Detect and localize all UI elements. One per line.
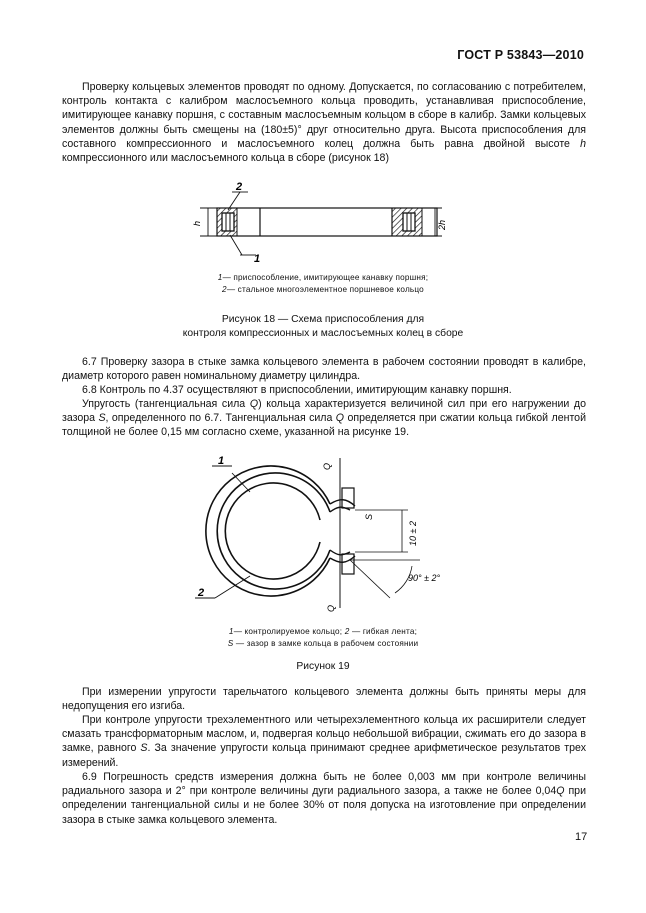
paragraph-6-9	[62, 770, 586, 827]
text-run: определяется при сжатии кольца гибкой лентой толщиной не более 0,15 мм согласно схеме, указанной на рисунке 19.	[62, 412, 586, 439]
text-run: Проверку кольцевых элементов проводят по одному. Допускается, по согласованию с потребителем, контроль контакта с калибром маслосъемного кольца проводить, устанавливая приспособление, имитирующее канавку поршня, с составным маслосъемным кольцом в сборе в калибр. Замки кольцевых элементов должны быть смещены на (180±5)° друг относительно друга. Высота приспособления для составного компрессионного и маслосъемного колец должна быть равна двойной высоте	[62, 81, 586, 150]
fig18-label-h: h	[192, 220, 202, 226]
fig18-label-2h: 2h	[437, 219, 447, 230]
text-run: ) кольца характеризуется величиной сил при его нагружении до зазора	[62, 398, 586, 425]
italic-symbol: Q	[556, 785, 565, 798]
fig19-label-angle: 90° ± 2°	[408, 573, 441, 583]
text-run: , определенного по 6.7. Тангенциальная сила	[105, 412, 336, 425]
fig18-label-2: 2	[236, 181, 243, 193]
fig19-legend-item-1: 1— контролируемое кольцо; 2 — гибкая лента;	[228, 627, 418, 636]
ring-section-left	[222, 213, 234, 231]
ring-section-right	[403, 213, 415, 231]
paragraph-6-8	[62, 383, 586, 397]
paragraph-disc-ring	[62, 685, 586, 713]
fig18-legend-item-2: 2— стальное многоэлементное поршневое кольцо	[222, 285, 424, 294]
paragraph-tangential-force	[62, 397, 586, 440]
ring-outer	[217, 473, 330, 589]
document-header: ГОСТ Р 53843—2010	[457, 48, 584, 62]
paragraph-6-7	[62, 355, 586, 383]
italic-symbol: S	[98, 412, 106, 425]
fig19-label-1: 1	[218, 455, 225, 467]
fig18-legend-item-1: 1— приспособление, имитирующее канавку поршня;	[217, 273, 429, 282]
text-run: При контроле упругости трехэлементного или четырехэлементного кольца их расширители следует смазать трансформаторным маслом, и, подвергая кольцо небольшой вибрации, сжимать его до зазора в замке, равного	[62, 714, 586, 755]
clamp-top	[342, 488, 354, 508]
text-run: 6.8 Контроль по 4.37 осуществляют в приспособлении, имитирующим канавку поршня.	[82, 384, 512, 396]
fig19-label-q-top: Q	[322, 462, 332, 470]
paragraph-1	[62, 80, 586, 165]
italic-symbol: h	[580, 137, 586, 150]
fig19-label-q-bottom: Q	[326, 604, 336, 612]
text-run: при определении тангенциальной силы и не более 30% от поля допуска на изготовление при определении зазора в стыке замка кольцевого элемента.	[62, 785, 586, 826]
figure-19-caption: Рисунок 19	[296, 661, 350, 672]
figure-19-legend	[0, 626, 646, 650]
text-run: Упругость (тангенциальная сила	[82, 398, 250, 410]
fig18-label-1: 1	[254, 253, 261, 265]
clamp-bottom	[342, 554, 354, 574]
italic-symbol: S	[140, 742, 148, 755]
ring-inner	[225, 483, 320, 579]
text-run: При измерении упругости тарельчатого кольцевого элемента должны быть приняты меры для недопущения его изгиба.	[62, 686, 586, 713]
paragraph-multi-element	[62, 713, 586, 770]
text-run: 6.9 Погрешность средств измерения должна быть не более 0,003 мм при контроле величины радиального зазора и 2° при контроле величины дуги радиального зазора, а также не более 0,04	[62, 771, 586, 798]
fig19-legend-item-2: S — зазор в замке кольца в рабочем состоянии	[227, 639, 419, 648]
figure-18-legend	[0, 272, 646, 296]
figure-18	[180, 180, 480, 270]
figure-18-caption: Рисунок 18 — Схема приспособления для контроля компрессионных и маслосъемных колец в сборе	[182, 314, 464, 339]
fig19-label-gap: 10 ± 2	[408, 521, 418, 546]
italic-symbol: Q	[335, 412, 345, 425]
figure-19	[190, 448, 460, 623]
fig19-label-2: 2	[198, 587, 205, 599]
italic-symbol: Q	[249, 398, 259, 410]
page-number: 17	[575, 831, 588, 843]
text-run: 6.7 Проверку зазора в стыке замка кольцевого элемента в рабочем состоянии проводят в калибре, диаметр которого равен номинальному диаметру цилиндра.	[62, 356, 586, 383]
text-run: компрессионного или маслосъемного кольца в сборе (рисунок 18)	[62, 152, 389, 165]
text-run: . За значение упругости кольца принимают среднее арифметическое результатов трех измерений.	[62, 742, 587, 769]
fig19-label-s: S	[364, 513, 374, 520]
